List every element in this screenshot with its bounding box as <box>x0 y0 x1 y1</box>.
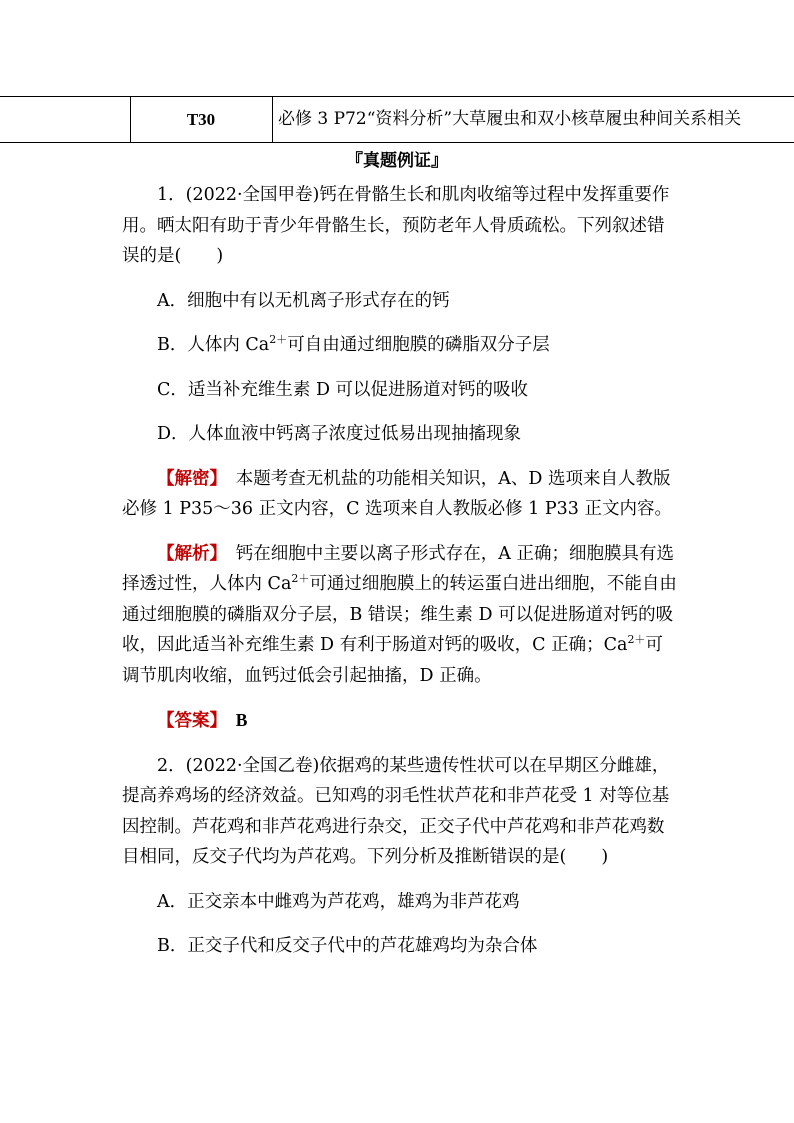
table-code-cell: T30 <box>186 110 216 129</box>
table-divider <box>272 97 273 142</box>
question-1-jiemi: 【解密】 本题考查无机盐的功能相关知识，A、D 选项来自人教版必修 1 P35～36 正文内容，C 选项来自人教版必修 1 P33 正文内容。 <box>122 468 672 519</box>
question-2-option-a: A．正交亲本中雌鸡为芦花鸡，雄鸡为非芦花鸡 <box>157 891 520 912</box>
question-content <box>122 180 680 962</box>
question-1-stem: 1．(2022·全国甲卷)钙在骨骼生长和肌肉收缩等过程中发挥重要作用。晒太阳有助于青少年骨骼生长，预防老年人骨质疏松。下列叙述错误的是( ) <box>122 185 670 266</box>
jiemi-label: 【解密】 <box>157 468 219 489</box>
jiexi-label: 【解析】 <box>157 543 219 564</box>
question-1-option-b: B．人体内 $Ca^{2+}$可自由通过细胞膜的磷脂双分子层 <box>157 333 550 355</box>
answer-value: B <box>218 710 248 730</box>
question-2-option-b: B．正交子代和反交子代中的芦花雄鸡均为杂合体 <box>157 936 538 956</box>
answer-label: 【答案】 <box>157 711 219 731</box>
question-2-stem: 2．(2022·全国乙卷)依据鸡的某些遗传性状可以在早期区分雌雄，提高养鸡场的经济效益。已知鸡的羽毛性状芦花和非芦花受 1 对等位基因控制。芦花鸡和非芦花鸡进行杂交，正交子代中芦花鸡和非芦花鸡数目相同，反交子代均为芦花鸡。下列分析及推断错误的是( ) <box>122 755 670 867</box>
table-description-cell: 必修 3 P72“资料分析”大草履虫和双小核草履虫种间关系相关 <box>278 109 742 129</box>
question-1-jiexi: 【解析】 钙在细胞中主要以离子形式存在，A 正确；细胞膜具有选择透过性，人体内 $Ca^{2+}$可通过细胞膜上的转运蛋白进出细胞，不能自由通过细胞膜的磷脂双分子层，B 错误；维生素 D 可以促进肠道对钙的吸收，因此适当补充维生素 D 有利于肠道对钙的吸收，C 正确；$Ca^{2+}$可调节肌肉收缩，血钙过低会引起抽搐，D 正确。 <box>122 543 677 686</box>
question-1-option-a: A．细胞中有以无机离子形式存在的钙 <box>157 290 450 311</box>
section-title: 『真题例证』 <box>346 151 448 171</box>
reference-table-row <box>0 96 794 143</box>
question-1-option-c: C．适当补充维生素 D 可以促进肠道对钙的吸收 <box>157 379 529 400</box>
question-1-option-d: D．人体血液中钙离子浓度过低易出现抽搐现象 <box>157 424 522 444</box>
question-1-answer <box>122 705 680 737</box>
